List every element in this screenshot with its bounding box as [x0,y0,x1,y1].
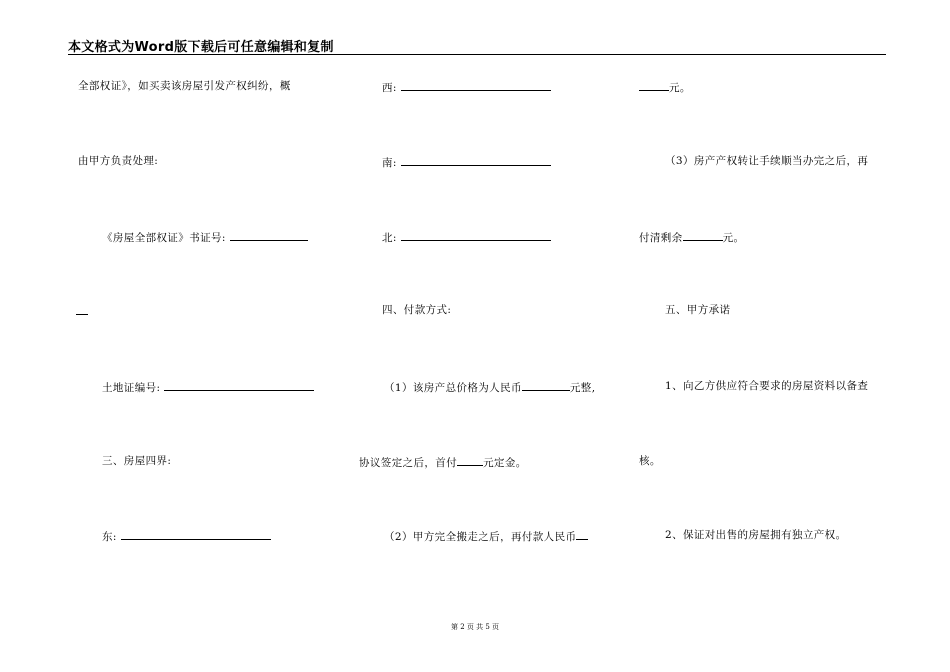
col3-line3 [639,229,744,245]
col1-line7 [102,528,271,544]
col3-line4: 五、甲方承诺 [665,304,731,316]
north-blank [401,229,551,241]
col1-line4 [76,303,88,319]
col3-line7: 2、保证对出售的房屋拥有独立产权。 [665,529,847,541]
second-payment-suffix: 元。 [669,82,691,94]
total-price-blank [522,379,570,391]
col2-line7 [384,528,588,544]
col3-line6: 核。 [639,455,661,467]
col1-line5 [102,379,314,395]
total-price-suffix: 元整, [569,382,596,394]
west-blank [401,79,551,91]
col1-line1: 全部权证》，如买卖该房屋引发产权纠纷，概 [78,80,291,92]
land-cert-blank [164,379,314,391]
second-payment-label: （2）甲方完全搬走之后，再付款人民币 [384,531,577,543]
east-blank [121,528,271,540]
page-number: 第 2 页 共 5 页 [450,623,500,631]
col1-line2: 由甲方负责处理: [78,155,159,167]
deposit-suffix: 元定金。 [483,457,527,469]
page-header [68,34,886,55]
remaining-label: 付清剩余 [639,232,683,244]
certificate-number-blank-continued [76,303,88,315]
land-cert-label: 土地证编号: [102,382,161,394]
col2-line2 [382,154,551,170]
certificate-number-blank [230,229,308,241]
col2-line5 [384,379,595,395]
col1-line6: 三、房屋四界: [102,455,172,467]
remaining-suffix: 元。 [722,232,745,244]
second-payment-amount-blank [639,79,669,91]
col3-line5: 1、向乙方供应符合要求的房屋资料以备查 [665,380,869,392]
col2-line1 [382,79,551,95]
col2-line3 [382,229,551,245]
north-label: 北: [382,232,397,244]
remaining-blank [683,229,723,241]
south-label: 南: [382,157,397,169]
col2-line6 [359,454,527,470]
second-payment-blank [576,528,588,540]
col2-line4: 四、付款方式: [382,304,452,316]
total-price-label: （1）该房产总价格为人民币 [384,382,522,394]
east-label: 东: [102,531,117,543]
certificate-number-label: 《房屋全部权证》书证号: [102,232,226,244]
deposit-label: 协议签定之后，首付 [359,457,458,469]
deposit-blank [457,454,483,466]
col1-line3 [102,229,308,245]
col3-line2: （3）房产产权转让手续顺当办完之后，再 [665,155,869,167]
col3-line1 [639,79,691,95]
header-title: 本文格式为Word版下载后可任意编辑和复制 [68,40,334,55]
south-blank [401,154,551,166]
west-label: 西: [382,82,397,94]
